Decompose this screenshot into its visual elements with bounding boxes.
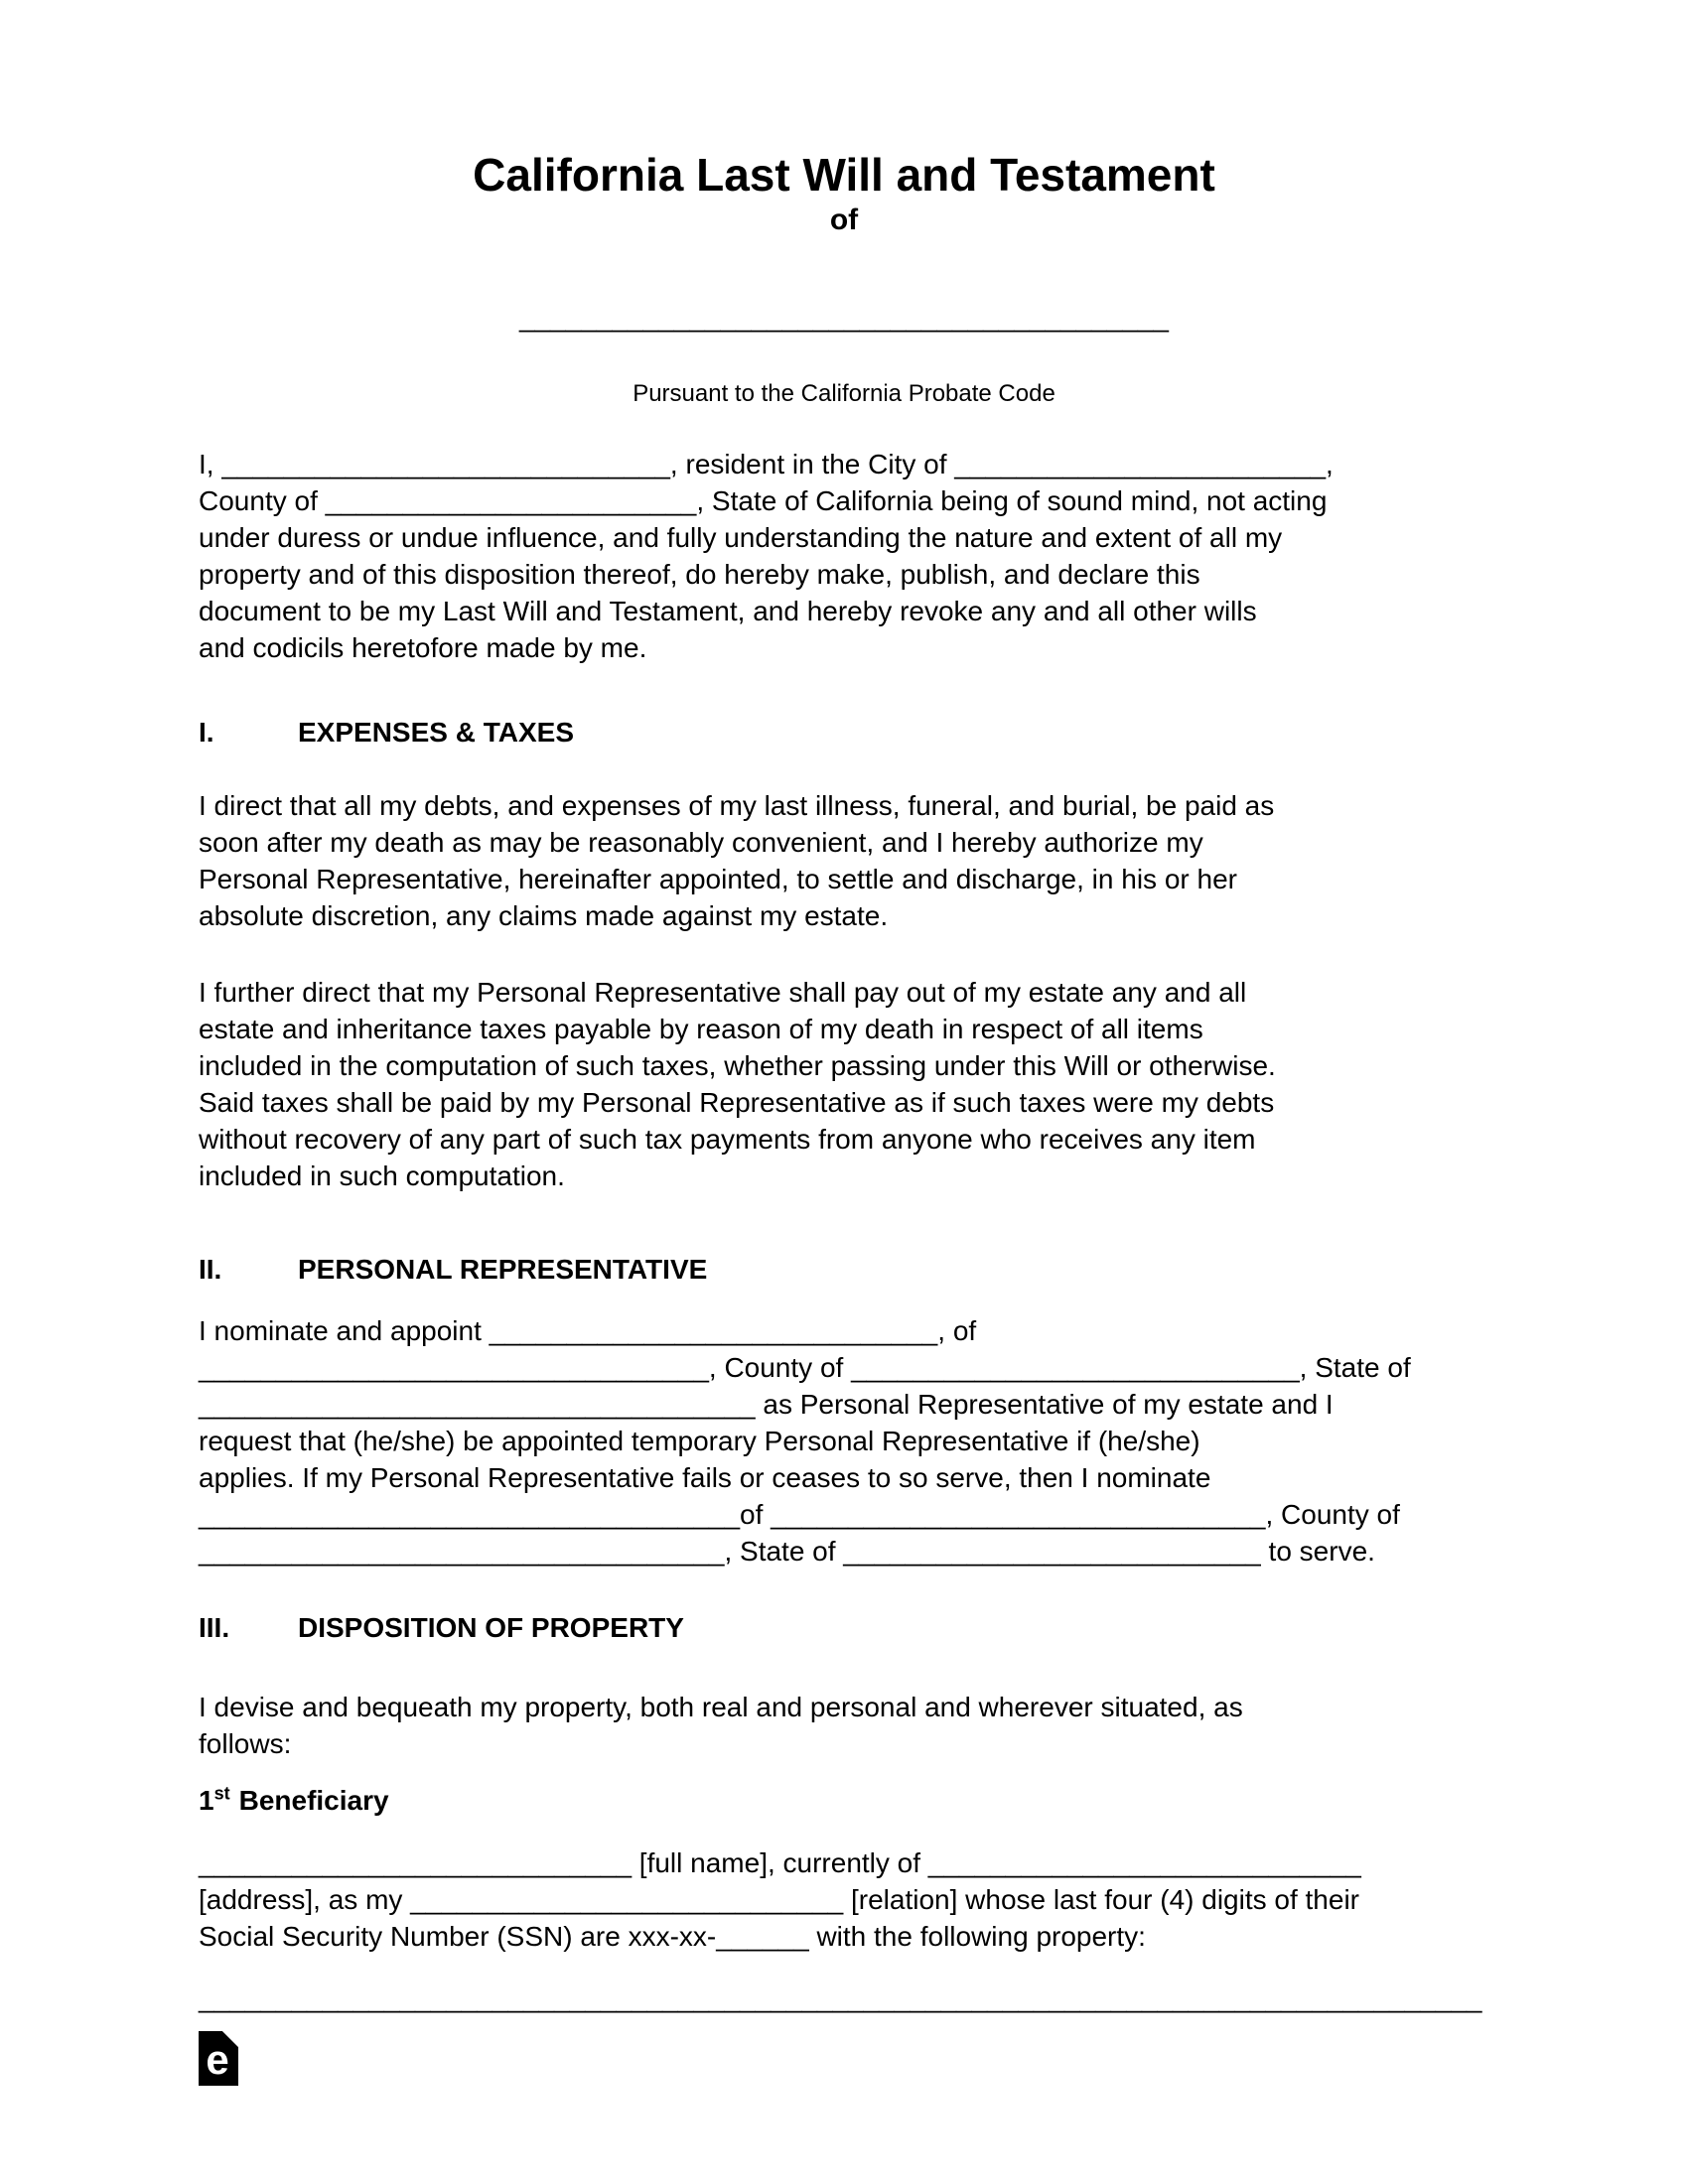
section-numeral: I. bbox=[199, 717, 214, 748]
expenses-paragraph-1: I direct that all my debts, and expenses of my last illness, funeral, and burial, be paid as soon after my death as may be reasonably convenient, and I hereby authorize my Personal Representative, hereinafter appointed, to settle and discharge, in his or her absolute discretion, any claims made against my estate. bbox=[199, 790, 1275, 931]
section-heading-text: DISPOSITION OF PROPERTY bbox=[298, 1612, 684, 1643]
eforms-logo-letter: e bbox=[206, 2036, 229, 2083]
section-numeral: III. bbox=[199, 1612, 230, 1643]
disposition-paragraph: I devise and bequeath my property, both real and personal and wherever situated, as follows: bbox=[199, 1692, 1243, 1759]
property-blank-line: ___________________________________________________________________________________ bbox=[199, 1982, 1482, 2013]
eforms-logo-icon bbox=[199, 2031, 238, 2086]
section-numeral: II. bbox=[199, 1254, 222, 1285]
section-heading-disposition-of-property bbox=[199, 1609, 1489, 1646]
testator-name-blank: __________________________________________ bbox=[518, 302, 1170, 333]
first-beneficiary-heading bbox=[199, 1782, 1489, 1819]
personal-representative-paragraph: I nominate and appoint _____________________________, of _________________________________, County of _____________________________, State of ____________________________________ as Personal Representative of my estate and I request that (he/she) be appointed temporary Personal Representative if (he/she) applies. If my Personal Representative fails or ceases to so serve, then I nominate ___________________________________of ________________________________, County of __________________________________, State of ___________________________ to serve. bbox=[199, 1315, 1411, 1567]
section-heading-text: PERSONAL REPRESENTATIVE bbox=[298, 1254, 708, 1285]
beneficiary-word: Beneficiary bbox=[238, 1785, 389, 1816]
beneficiary-paragraph: ____________________________ [full name], currently of ____________________________ [address], as my ____________________________ [relation] whose last four (4) digits of their Social Security Number (SSN) are xxx-xx-______ with the following property: bbox=[199, 1847, 1361, 1952]
section-heading-expenses-taxes bbox=[199, 714, 1489, 751]
opening-paragraph: I, _____________________________, resident in the City of ________________________, County of ________________________, State of California being of sound mind, not acting under duress or undue influence, and fully understanding the nature and extent of all my property and of this disposition thereof, do hereby make, publish, and declare this document to be my Last Will and Testament, and hereby revoke any and all other wills and codicils heretofore made by me. bbox=[199, 449, 1334, 663]
beneficiary-ordinal-number: 1 bbox=[199, 1785, 214, 1816]
document-title: California Last Will and Testament bbox=[473, 149, 1215, 201]
section-heading-personal-representative bbox=[199, 1251, 1489, 1288]
beneficiary-ordinal-suffix: st bbox=[213, 1783, 230, 1804]
expenses-paragraph-2: I further direct that my Personal Representative shall pay out of my estate any and all estate and inheritance taxes payable by reason of my death in respect of all items included in the computation of such taxes, whether passing under this Will or otherwise. Said taxes shall be paid by my Personal Representative as if such taxes were my debts without recovery of any part of such tax payments from anyone who receives any item included in such computation. bbox=[199, 977, 1276, 1191]
of-label: of bbox=[829, 204, 859, 236]
section-heading-text: EXPENSES & TAXES bbox=[298, 717, 575, 748]
probate-code-tagline: Pursuant to the California Probate Code bbox=[633, 380, 1055, 407]
